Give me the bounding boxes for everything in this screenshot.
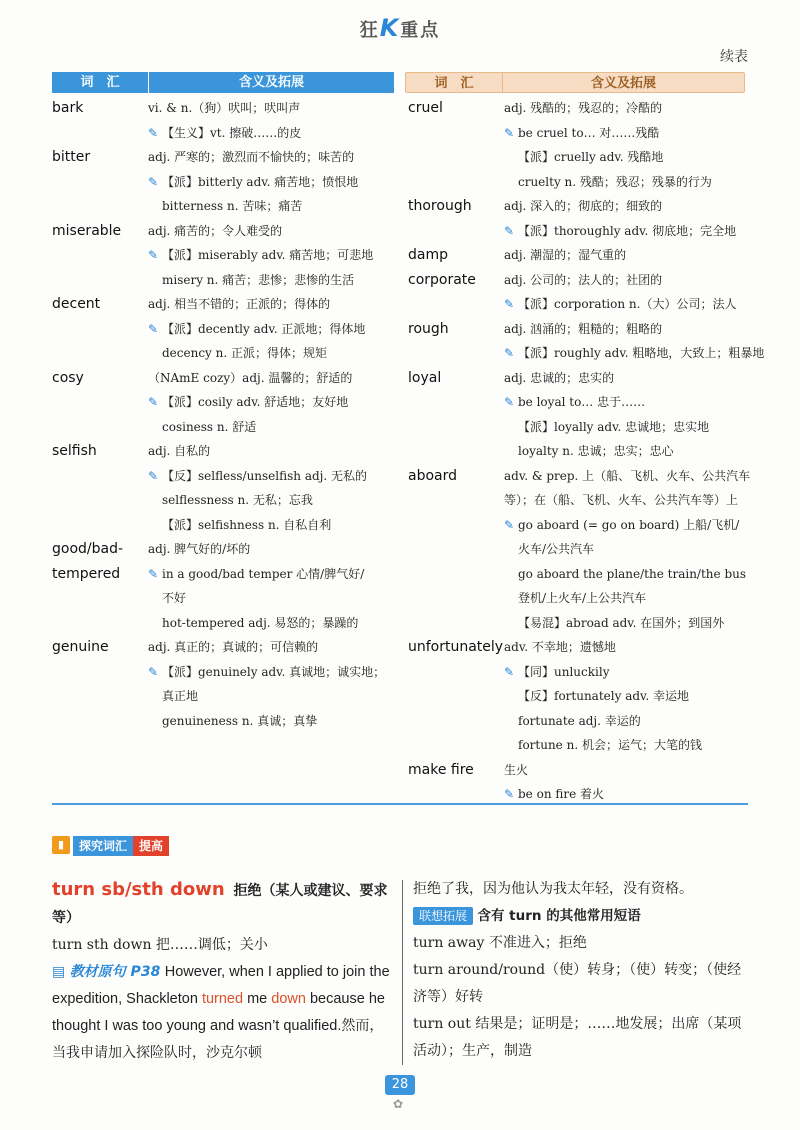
definition-text: 【派】roughly adv. 粗略地，大致上；粗暴地: [518, 346, 765, 360]
table-header-right: [405, 72, 745, 93]
definition-line: [504, 635, 748, 660]
definition-text: be cruel to… 对……残酷: [518, 125, 660, 140]
related-phrase: turn away 不准进入；拒绝: [413, 935, 587, 951]
definition-line: [504, 464, 750, 489]
vocab-definitions: [504, 317, 764, 366]
definition-line: [148, 170, 394, 195]
definition-text: fortunate adj. 幸运的: [518, 713, 641, 728]
pen-icon: ✎: [148, 468, 159, 483]
pen-icon: ✎: [504, 664, 515, 679]
phrase: turn sb/sth down: [52, 879, 225, 900]
vocab-definitions: [148, 537, 394, 635]
phrase-sense: turn sth down 把……调低；关小: [52, 937, 268, 953]
vocab-entry: [52, 219, 394, 293]
vocab-definitions: [504, 268, 748, 317]
definition-line: [148, 96, 394, 121]
definition-line: [148, 464, 394, 489]
example-text: me: [243, 991, 272, 1007]
vocab-entry: [408, 317, 765, 366]
header-word: 词 汇: [52, 72, 149, 93]
definition-line: [504, 709, 748, 734]
vocab-word: loyal: [408, 369, 442, 386]
phrase-heading: [52, 876, 392, 932]
definition-line: [504, 243, 748, 268]
vocab-definitions: [148, 219, 394, 293]
pen-icon: ✎: [504, 223, 515, 238]
definition-line: [504, 562, 750, 587]
pen-icon: ✎: [504, 787, 515, 801]
definition-line: [504, 366, 748, 391]
definition-line: [148, 488, 394, 513]
definition-text: in a good/bad temper 心情/脾气好/: [162, 566, 365, 581]
pen-icon: ✎: [148, 664, 159, 679]
definition-text: loyalty n. 忠诚；忠实；忠心: [518, 444, 674, 458]
related-heading: [413, 903, 751, 930]
pen-icon: ✎: [504, 297, 515, 311]
vocab-entry: [52, 439, 394, 537]
definition-line: [148, 341, 394, 366]
definition-text: 【生义】vt. 擦破……的皮: [162, 125, 302, 140]
definition-line: [148, 415, 394, 440]
definition-text: hot-tempered adj. 易怒的；暴躁的: [162, 615, 359, 630]
definition-text: 【派】decently adv. 正派地；得体地: [162, 321, 366, 336]
explore-right: [413, 876, 751, 1065]
section-tag: 提高: [133, 836, 169, 856]
pen-icon: ✎: [148, 125, 159, 140]
vocab-definitions: [148, 145, 394, 219]
example-highlight: down: [271, 991, 306, 1007]
definition-line: [504, 439, 748, 464]
definition-text: vi. & n.（狗）吠叫；吠叫声: [148, 101, 301, 115]
definition-line: [148, 684, 394, 709]
vocab-entry: [52, 145, 394, 219]
related-list: [413, 930, 751, 1065]
definition-text: 【派】bitterly adv. 痛苦地；愤恨地: [162, 174, 359, 189]
definition-text: 【派】genuinely adv. 真诚地；诚实地；: [162, 664, 386, 679]
vocab-definitions: [148, 96, 394, 145]
definition-text: 生火: [504, 762, 529, 777]
pen-icon: ✎: [504, 125, 515, 140]
definition-text: genuineness n. 真诚；真挚: [162, 713, 318, 728]
explore-left: [52, 876, 392, 1067]
vocab-definitions: [504, 464, 750, 636]
definition-line: [148, 562, 394, 587]
definition-line: [148, 121, 394, 146]
definition-line: [504, 292, 748, 317]
section-divider: [52, 803, 748, 805]
vocab-definitions: [504, 194, 748, 243]
definition-line: [504, 268, 748, 293]
vocab-entry: [52, 292, 394, 366]
related-phrase: turn out 结果是；证明是；……地发展；出席（某项活动）；生产，制造: [413, 1016, 742, 1059]
vocab-word: bitter: [52, 149, 91, 165]
vocab-entry: [408, 464, 751, 636]
vocab-word: bark: [52, 100, 84, 116]
section-title: 探究词汇: [73, 836, 133, 856]
continued-label: 续表: [720, 49, 748, 65]
definition-text: cosiness n. 舒适: [162, 419, 257, 434]
definition-text: misery n. 痛苦；悲惨；悲惨的生活: [162, 272, 355, 287]
example-translation: 然而，当我申请加入探险队时，沙克尔顿: [52, 1018, 384, 1061]
pen-icon: ✎: [504, 517, 515, 532]
definition-text: 不好: [162, 591, 187, 605]
vocab-entry: [52, 635, 394, 733]
definition-text: 【反】fortunately adv. 幸运地: [518, 689, 690, 703]
definition-text: 火车/公共汽车: [518, 542, 595, 556]
definition-line: [148, 219, 394, 244]
vocab-word: rough: [408, 320, 449, 337]
leaf-icon: ✿: [393, 1097, 404, 1111]
definition-text: adj. 深入的；彻底的；细致的: [504, 199, 663, 213]
pen-icon: ✎: [148, 321, 159, 336]
vocab-definitions: [148, 292, 394, 366]
definition-text: 【反】selfless/unselfish adj. 无私的: [162, 468, 368, 483]
related-title: 含有 turn 的其他常用短语: [477, 908, 641, 924]
pen-icon: ✎: [148, 174, 159, 189]
vocab-definitions: [504, 635, 748, 758]
header-word: 词 汇: [406, 73, 503, 92]
definition-text: 【派】thoroughly adv. 彻底地；完全地: [518, 223, 737, 238]
definition-line: [148, 611, 394, 636]
definition-text: adj. 相当不错的；正派的；得体的: [148, 297, 331, 311]
vocab-definitions: [504, 758, 748, 807]
definition-text: adv. 不幸地；遗憾地: [504, 640, 616, 654]
definition-text: cruelty n. 残酷；残忍；残暴的行为: [518, 174, 712, 189]
definition-text: （NAmE cozy）adj. 温馨的；舒适的: [148, 370, 353, 385]
definition-text: 【同】unluckily: [518, 664, 610, 679]
definition-text: fortune n. 机会；运气；大笔的钱: [518, 738, 702, 752]
example-text: However, when I applied to join the expedition, Shackleton: [52, 964, 390, 1007]
vocab-entry: [408, 268, 748, 317]
definition-line: [504, 537, 750, 562]
definition-text: 【派】corporation n.（大）公司；法人: [518, 297, 737, 311]
definition-text: adj. 残酷的；残忍的；冷酷的: [504, 101, 663, 115]
vocab-word: corporate: [408, 271, 476, 288]
definition-text: 【派】loyally adv. 忠诚地；忠实地: [518, 419, 710, 434]
definition-text: adj. 痛苦的；令人难受的: [148, 223, 283, 238]
source-icon: ▤: [52, 964, 66, 980]
vocab-word: cruel: [408, 100, 443, 116]
vocab-entry: [52, 366, 394, 440]
definition-line: [148, 513, 394, 538]
definition-line: [504, 121, 748, 146]
definition-line: [504, 586, 750, 611]
vocab-entry: [408, 96, 748, 194]
definition-line: [504, 684, 748, 709]
header-meaning: 含义及拓展: [238, 75, 304, 90]
definition-line: [148, 439, 394, 464]
column-separator: [402, 880, 403, 1065]
definition-text: 【派】miserably adv. 痛苦地；可悲地: [162, 248, 374, 262]
definition-line: [148, 243, 394, 268]
vocab-definitions: [148, 635, 394, 733]
vocab-word: cosy: [52, 369, 84, 386]
definition-text: adj. 公司的；法人的；社团的: [504, 272, 663, 287]
definition-text: adj. 自私的: [148, 444, 211, 458]
definition-line: [148, 709, 394, 734]
brand-text-pre: 狂: [359, 20, 380, 41]
vocab-word: damp: [408, 247, 448, 263]
vocab-word: miserable: [52, 222, 122, 239]
pen-icon: ✎: [148, 248, 159, 262]
vocab-definitions: [504, 366, 748, 464]
definition-text: adj. 脾气好的/坏的: [148, 542, 251, 556]
definition-text: go aboard (= go on board) 上船/飞机/: [518, 517, 740, 532]
definition-line: [504, 145, 748, 170]
definition-text: be on fire 着火: [518, 787, 605, 801]
definition-line: [504, 733, 748, 758]
vocab-definitions: [148, 439, 394, 537]
vocab-definitions: [504, 96, 748, 194]
vocab-column-left: [52, 96, 394, 733]
definition-text: 【派】selfishness n. 自私自利: [162, 517, 332, 532]
definition-line: [504, 415, 748, 440]
vocab-entry: [408, 635, 748, 758]
definition-text: 【派】cruelly adv. 残酷地: [518, 150, 664, 164]
definition-text: selflessness n. 无私；忘我: [162, 493, 313, 507]
definition-text: 【派】cosily adv. 舒适地；友好地: [162, 395, 349, 409]
definition-text: adj. 忠诚的；忠实的: [504, 370, 615, 385]
definition-text: 等）；在（船、飞机、火车、公共汽车等）上: [504, 493, 739, 507]
definition-text: bitterness n. 苦味；痛苦: [162, 199, 303, 213]
definition-line: [504, 390, 748, 415]
definition-line: [504, 341, 764, 366]
example-highlight: turned: [201, 991, 244, 1007]
definition-text: adv. & prep. 上（船、飞机、火车、公共汽车: [504, 468, 751, 483]
definition-line: [504, 488, 750, 513]
pen-icon: ✎: [504, 395, 515, 409]
definition-line: [504, 513, 750, 538]
vocab-entry: [408, 366, 748, 464]
definition-line: [148, 194, 394, 219]
definition-line: [504, 96, 748, 121]
vocab-word: genuine: [52, 639, 109, 655]
vocab-entry: [52, 537, 394, 635]
definition-line: [148, 586, 394, 611]
definition-line: [148, 660, 394, 685]
definition-text: adj. 真正的；真诚的；可信赖的: [148, 640, 319, 654]
definition-text: 登机/上火车/上公共汽车: [518, 591, 647, 605]
vocab-entry: [408, 194, 748, 243]
definition-text: adj. 严寒的；激烈而不愉快的；味苦的: [148, 150, 355, 164]
vocab-word: make fire: [408, 761, 474, 778]
related-badge: 联想拓展: [413, 907, 473, 925]
example-text: because he thought I was too young and wasn’t qualified.: [52, 991, 385, 1034]
definition-text: go aboard the plane/the train/the bus: [518, 566, 747, 581]
definition-text: adj. 汹涌的；粗糙的；粗略的: [504, 321, 663, 336]
vocab-definitions: [504, 243, 748, 268]
vocab-word: unfortunately: [408, 639, 504, 655]
pen-icon: ✎: [504, 346, 515, 360]
vocab-word: aboard: [408, 467, 458, 484]
vocab-entry: [408, 243, 748, 268]
definition-text: 【易混】abroad adv. 在国外；到国外: [518, 615, 725, 630]
brand-logo: [0, 14, 800, 42]
definition-line: [504, 194, 748, 219]
definition-text: be loyal to… 忠于……: [518, 395, 646, 409]
pen-icon: ✎: [148, 566, 159, 581]
definition-line: [148, 366, 394, 391]
example-translation-cont: 拒绝了我，因为他认为我太年轻，没有资格。: [413, 881, 693, 897]
vocab-entry: [408, 758, 748, 807]
page-number: 28: [385, 1075, 415, 1095]
definition-line: [148, 268, 394, 293]
definition-text: adj. 潮湿的；湿气重的: [504, 248, 627, 262]
source-label: 教材原句 P38: [69, 964, 161, 980]
vocab-entry: [52, 96, 394, 145]
definition-line: [504, 170, 748, 195]
definition-line: [148, 317, 394, 342]
phrase-meaning: 拒绝（某人或建议、要求等）: [52, 883, 388, 926]
definition-line: [504, 758, 748, 783]
vocab-word: good/bad-tempered: [52, 541, 124, 582]
brand-text-post: 重点: [400, 20, 441, 41]
vocab-definitions: [148, 366, 394, 440]
definition-line: [148, 537, 394, 562]
definition-line: [148, 635, 394, 660]
textbook-example: [52, 959, 392, 1067]
vocab-word: decent: [52, 296, 101, 312]
definition-line: [504, 611, 750, 636]
section-heading: [52, 836, 169, 856]
definition-text: decency n. 正派；得体；规矩: [162, 346, 328, 360]
book-icon: ▮: [52, 836, 70, 854]
brand-k-letter: K: [379, 14, 401, 42]
definition-line: [504, 660, 748, 685]
definition-line: [148, 145, 394, 170]
definition-line: [504, 317, 764, 342]
vocab-column-right: [408, 96, 765, 807]
table-header-left: [52, 72, 394, 93]
related-phrase: turn around/round（使）转身；（使）转变；（使经济等）好转: [413, 962, 742, 1005]
definition-line: [148, 292, 394, 317]
vocab-word: thorough: [408, 198, 472, 214]
definition-text: 真正地: [162, 689, 199, 703]
vocab-word: selfish: [52, 443, 97, 459]
definition-line: [148, 390, 394, 415]
definition-line: [504, 219, 748, 244]
header-meaning: 含义及拓展: [590, 76, 656, 91]
pen-icon: ✎: [148, 395, 159, 409]
